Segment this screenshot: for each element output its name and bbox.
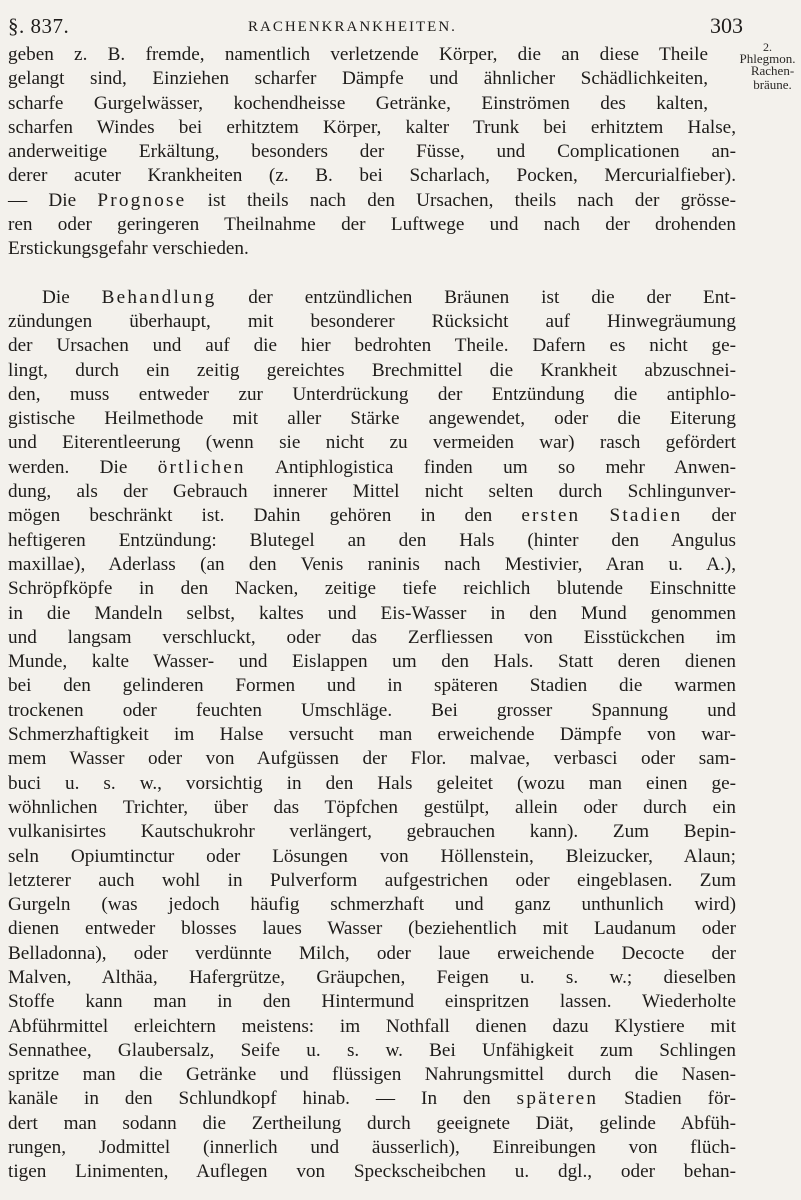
text-line: spritze man die Getränke und flüssigen Nahrungsmittel durch die Nasen-: [8, 1064, 736, 1086]
text-fragment: werden. Die: [8, 456, 128, 478]
text-fragment: mögen beschränkt ist. Dahin gehören in den: [8, 505, 493, 527]
text-line: den, muss entweder zur Unterdrückung der Entzündung die antiphlo-: [8, 383, 736, 405]
text-line: Schröpfköpfe in den Nacken, zeitige tiefe reichlich blutende Einschnitte: [8, 578, 736, 600]
text-line: Abführmittel erleichtern meistens: im Nothfall dienen dazu Klystiere mit: [8, 1015, 736, 1037]
text-fragment: Antiphlogistica finden um so mehr Anwen-: [275, 456, 736, 478]
text-line: dienen entweder blosses laues Wasser (beziehentlich mit Laudanum oder: [8, 918, 736, 940]
text-fragment: kanäle in den Schlundkopf hinab. — In den: [8, 1088, 491, 1110]
text-line: seln Opiumtinctur oder Lösungen von Höllenstein, Bleizucker, Alaun;: [8, 845, 736, 867]
running-title: RACHENKRANKHEITEN.: [248, 19, 457, 35]
text-line: letzterer auch wohl in Pulverform aufgestrichen oder eingeblasen. Zum: [8, 869, 736, 891]
text-fragment: der: [711, 505, 737, 527]
text-line: [8, 189, 736, 213]
text-line: maxillae), Aderlass (an den Venis raninis nach Mestivier, Aran u. A.),: [8, 553, 736, 575]
text-line: Munde, kalte Wasser- und Eislappen um den Hals. Statt deren dienen: [8, 651, 736, 673]
text-line: Sennathee, Glaubersalz, Seife u. s. w. Bei Unfähigkeit zum Schlingen: [8, 1039, 736, 1061]
emphasis-ersten: ersten: [521, 505, 581, 527]
text-line: Stoffe kann man in den Hintermund einspritzen lassen. Wiederholte: [8, 991, 736, 1013]
page-number: 303: [710, 13, 743, 38]
text-line: lingt, durch ein zeitig gereichtes Brechmittel die Krankheit abzuschnei-: [8, 359, 736, 381]
text-line: trockenen oder feuchten Umschläge. Bei grosser Spannung und: [8, 699, 736, 721]
text-fragment: — Die: [8, 189, 77, 211]
text-line: vulkanisirtes Kautschukrohr verlängert, gebrauchen kann). Zum Bepin-: [8, 821, 736, 843]
main-text: [8, 43, 736, 1185]
text-line: [8, 456, 736, 480]
text-line: geben z. B. fremde, namentlich verletzende Körper, die an diese Theile: [8, 44, 708, 65]
margin-topic-line2: bräune.: [753, 77, 792, 92]
text-fragment: Die: [42, 286, 70, 308]
text-line: anderweitige Erkältung, besonders der Füsse, und Complicationen an-: [8, 141, 736, 163]
text-line: tigen Linimenten, Auflegen von Speckscheibchen u. dgl., oder behan-: [8, 1161, 736, 1183]
text-fragment: Stadien för-: [624, 1088, 737, 1110]
text-line: Belladonna), oder verdünnte Milch, oder laue erweichende Decocte der: [8, 942, 736, 964]
section-number: §. 837.: [8, 14, 70, 38]
margin-topic-line1: Rachen-: [750, 63, 795, 78]
emphasis-spaeteren: späteren: [516, 1088, 599, 1110]
text-line: Gurgeln (was jedoch häufig schmerzhaft und ganz unthunlich wird): [8, 894, 736, 916]
text-line: gistische Heilmethode mit aller Stärke angewendet, oder die Eiterung: [8, 408, 736, 430]
text-line: Erstickungsgefahr verschieden.: [8, 238, 249, 260]
text-line: gelangt sind, Einziehen scharfer Dämpfe und ähnlicher Schädlichkeiten,: [8, 68, 708, 90]
text-line: rungen, Jodmittel (innerlich und äusserlich), Einreibungen von flüch-: [8, 1137, 736, 1159]
text-line: scharfe Gurgelwässer, kochendheisse Getränke, Einströmen des kalten,: [8, 92, 708, 114]
text-line: bei den gelinderen Formen und in späteren Stadien die warmen: [8, 675, 736, 697]
emphasis-stadien: Stadien: [609, 505, 683, 527]
text-line: dert man sodann die Zertheilung durch geeignete Diät, gelinde Abfüh-: [8, 1112, 736, 1134]
text-line: [8, 1087, 736, 1111]
text-line: buci u. s. w., vorsichtig in den Hals geleitet (wozu man einen ge-: [8, 772, 736, 794]
text-line: in die Mandeln selbst, kaltes und Eis-Wasser in den Mund genommen: [8, 602, 736, 624]
text-line: der Ursachen und auf die hier bedrohten Theile. Dafern es nicht ge-: [8, 335, 736, 357]
text-line: Schmerzhaftigkeit im Halse versucht man erweichende Dämpfe von war-: [8, 724, 736, 746]
text-line: und Eiterentleerung (wenn sie nicht zu vermeiden war) rasch gefördert: [8, 432, 736, 454]
text-line: mem Wasser oder von Aufgüssen der Flor. malvae, verbasci oder sam-: [8, 748, 736, 770]
text-fragment: ist theils nach den Ursachen, theils nach der grösse-: [207, 189, 737, 211]
text-line: und langsam verschluckt, oder das Zerfliessen von Eisstückchen im: [8, 626, 736, 648]
text-line: Malven, Althäa, Hafergrütze, Gräupchen, Feigen u. s. w.; dieselben: [8, 966, 736, 988]
text-line: wöhnlichen Trichter, über das Töpfchen gestülpt, allein oder durch ein: [8, 796, 736, 818]
margin-item-label: Phlegmon.: [739, 51, 796, 66]
emphasis-oertlichen: örtlichen: [157, 456, 246, 478]
emphasis-behandlung: Behandlung: [101, 286, 217, 308]
text-line: dung, als der Gebrauch innerer Mittel nicht selten durch Schlingunver-: [8, 481, 736, 503]
text-fragment: der entzündlichen Bräunen ist die der Ent-: [248, 286, 737, 308]
text-line: heftigeren Entzündung: Blutegel an den Hals (hinter den Angulus: [8, 529, 736, 551]
text-line: [8, 286, 736, 310]
text-line: scharfen Windes bei erhitztem Körper, kalter Trunk bei erhitztem Halse,: [8, 116, 736, 138]
text-line: [8, 504, 736, 528]
text-line: ren oder geringeren Theilnahme der Luftwege und nach der drohenden: [8, 214, 736, 236]
paragraph-gap: [8, 262, 736, 286]
text-line: derer acuter Krankheiten (z. B. bei Scharlach, Pocken, Mercurialfieber).: [8, 165, 736, 187]
margin-item-number: 2.: [763, 40, 772, 54]
margin-note-topic: [744, 64, 801, 92]
text-line: zündungen überhaupt, mit besonderer Rücksicht auf Hinwegräumung: [8, 310, 736, 332]
emphasis-prognose: Prognose: [97, 189, 187, 211]
